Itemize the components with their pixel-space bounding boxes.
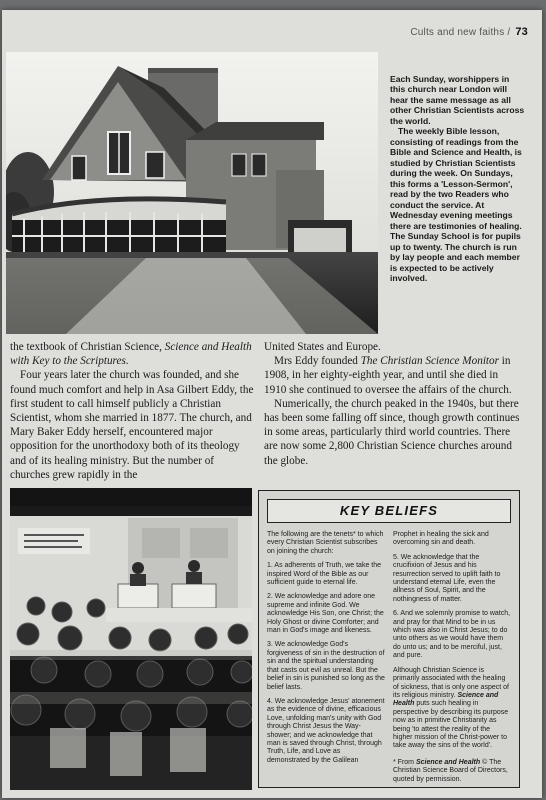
page-number: 73 [515, 26, 528, 38]
body-paragraph: the textbook of Christian Science, Science and Health with Key to the Scriptures. [10, 341, 252, 368]
caption-paragraph-2: The weekly Bible lesson, consisting of readings from the Bible and Science and Health, is studied by Christian Scientists during the week. On Sundays, this forms a 'Lesson-Sermon', read by the two Readers who conduct the service. At Wednesday evening meetings there are testimonies of healing. The Sunday School is for pupils up to twenty. The church is run by lay people and each member is expected to be actively involved. [390, 126, 522, 284]
section-title: Cults and new faiths [410, 27, 505, 38]
tenet-3: 3. We acknowledge God's forgiveness of sin in the destruction of sin and the spiritual understanding that casts out evil as unreal. But the belief in sin is punished so long as the belief lasts. [267, 641, 385, 691]
body-paragraph: Four years later the church was founded, and she found much comfort and help in Asa Gilbert Eddy, the first student to call himself publicly a Christian Scientist, whom she married in 1877. The church, and Mary Baker Eddy herself, encountered major opposition for the unorthodoxy both of its theology and of its healing ministry. But the number of churches grew rapidly in the [10, 369, 254, 481]
body-paragraph: Numerically, the church peaked in the 1940s, but there has been some falling off since, though growth continues in some areas, particularly third world countries. There are now some 2,800 Christian Science churches around the globe. [264, 397, 520, 467]
running-head [410, 26, 528, 38]
body-paragraph: Mrs Eddy founded The Christian Science Monitor in 1908, in her eighty-eighth year, and until she died in 1910 she continued to oversee the affairs of the church. [264, 355, 512, 396]
body-column-left [10, 340, 254, 482]
key-beliefs-columns [267, 531, 511, 790]
caption-paragraph-1: Each Sunday, worshippers in this church near London will hear the same message as all other Christian Scientists across the world. [390, 74, 525, 126]
beliefs-footnote: * From Science and Health © The Christian Science Board of Directors, quoted by permission. [393, 758, 508, 783]
body-column-right [264, 340, 522, 468]
beliefs-closing: Although Christian Science is primarily associated with the healing of sickness, that is only one aspect of its religious ministry. Science and Health puts such healing in perspective by describing its purpose now as in primitive Christianity as being 'to attest the reality of the higher mission of the Christ-power to take away the sins of the world'. [393, 666, 509, 750]
church-photo [6, 52, 378, 334]
key-beliefs-box [258, 490, 520, 788]
tenet-4: 4. We acknowledge Jesus' atonement as the evidence of divine, efficacious Love, unfolding man's unity with God through Christ Jesus the Way-shower; and we acknowledge that man is saved through Christ, through Truth, Life, and Love as demonstrated by the Galilean [267, 697, 385, 764]
key-beliefs-title: KEY BELIEFS [267, 499, 511, 523]
book-page [2, 10, 542, 798]
tenet-2: 2. We acknowledge and adore one supreme and infinite God. We acknowledge His Son, one Christ; the Holy Ghost or divine Comforter; and man in God's image and likeness. [267, 593, 384, 635]
key-beliefs-column-right [393, 531, 511, 790]
tenet-1: 1. As adherents of Truth, we take the inspired Word of the Bible as our sufficient guide to eternal life. [267, 562, 382, 587]
tenet-5: 5. We acknowledge that the crucifixion of Jesus and his resurrection served to uplift faith to understand eternal Life, even the allness of Soul, Spirit, and the nothingness of matter. [393, 553, 501, 603]
congregation-photo [10, 488, 252, 790]
body-paragraph: United States and Europe. [264, 341, 381, 353]
key-beliefs-column-left [267, 531, 385, 790]
tenet-6: 6. And we solemnly promise to watch, and pray for that Mind to be in us which was also in Christ Jesus; to do unto others as we would have them do unto us; and to be merciful, just, and pure. [393, 610, 511, 660]
tenet-4-continued: Prophet in healing the sick and overcoming sin and death. [393, 531, 489, 547]
beliefs-intro: The following are the tenets* to which every Christian Scientist subscribes on joining the church: [267, 531, 384, 555]
photo-caption [390, 74, 526, 284]
separator: / [507, 27, 511, 38]
